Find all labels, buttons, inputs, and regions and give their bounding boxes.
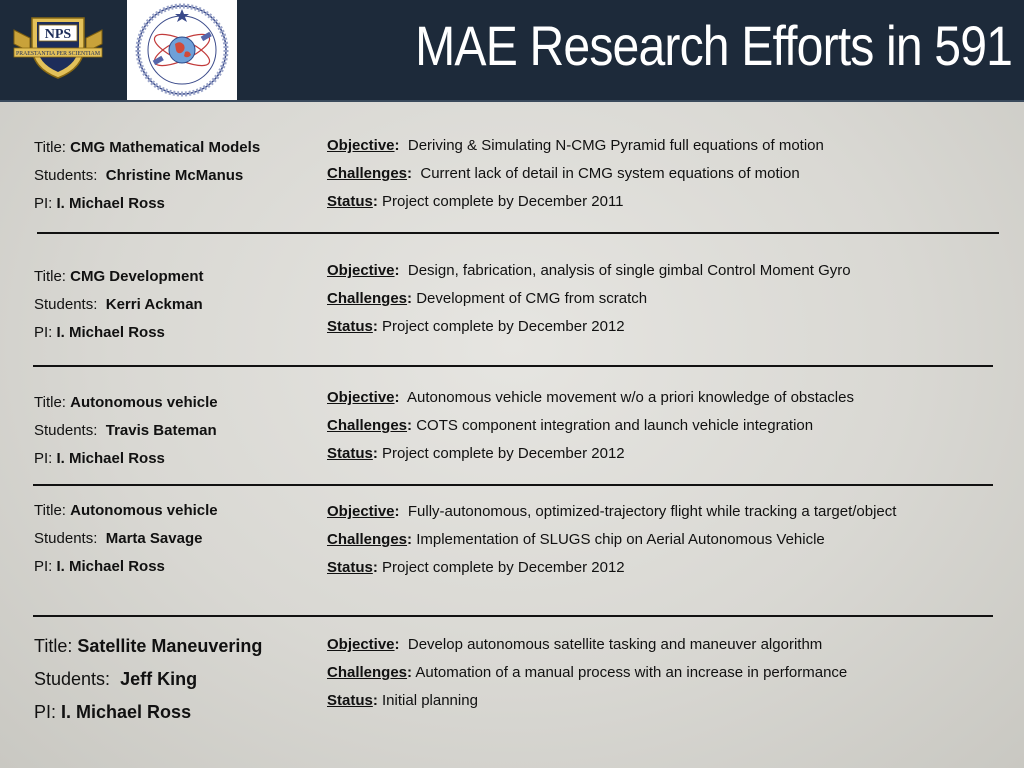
pi-line [34, 324, 165, 341]
pi-label: PI: [34, 558, 53, 575]
status-colon: : [372, 193, 378, 210]
objective-label: Objective [327, 389, 395, 406]
pi-line [34, 558, 165, 575]
header-bar [0, 0, 1024, 102]
pi-value: I. Michael Ross [56, 558, 165, 575]
challenges-colon: : [407, 290, 413, 307]
status-colon: : [372, 445, 378, 462]
objective-colon: : [394, 137, 400, 154]
status-line [327, 692, 478, 709]
pi-line [34, 195, 165, 212]
status-line [327, 559, 625, 576]
students-line [34, 167, 243, 184]
nps-logo-motto: PRAESTANTIA PER SCIENTIAM [16, 51, 101, 57]
objective-text: Deriving & Simulating N-CMG Pyramid full equations of motion [407, 137, 824, 154]
objective-line [327, 262, 851, 279]
objective-line [327, 389, 854, 406]
title-line [34, 139, 260, 156]
students-line [34, 296, 203, 313]
divider-4 [33, 615, 993, 617]
status-text: Project complete by December 2012 [382, 445, 625, 462]
title-label: Title: [34, 394, 66, 411]
divider-1 [37, 232, 999, 234]
divider-3 [33, 484, 993, 486]
challenges-text: Development of CMG from scratch [416, 290, 648, 307]
students-value: Christine McManus [105, 167, 244, 184]
divider-2 [33, 365, 993, 367]
pi-label: PI: [34, 324, 53, 341]
status-label: Status [327, 445, 373, 462]
pi-value: I. Michael Ross [56, 195, 165, 212]
slide-title: MAE Research Efforts in 591 [415, 14, 1012, 77]
status-label: Status [327, 318, 373, 335]
students-value: Jeff King [120, 669, 198, 689]
status-text: Project complete by December 2012 [382, 559, 625, 576]
title-label: Title: [34, 268, 66, 285]
pi-line [34, 450, 165, 467]
project-title: Autonomous vehicle [70, 394, 218, 411]
challenges-label: Challenges [327, 165, 408, 182]
project-title: CMG Mathematical Models [70, 139, 261, 156]
pi-label: PI: [34, 450, 53, 467]
objective-text: Develop autonomous satellite tasking and maneuver algorithm [407, 636, 823, 653]
title-line [34, 394, 218, 411]
challenges-line [327, 165, 800, 182]
status-text: Project complete by December 2012 [382, 318, 625, 335]
status-label: Status [327, 559, 373, 576]
project-title: CMG Development [70, 268, 204, 285]
students-value: Kerri Ackman [105, 296, 203, 313]
nps-logo [10, 12, 106, 82]
status-line [327, 445, 625, 462]
objective-label: Objective [327, 636, 395, 653]
objective-label: Objective [327, 503, 395, 520]
pi-label: PI: [34, 195, 53, 212]
status-colon: : [372, 318, 378, 335]
challenges-label: Challenges [327, 290, 408, 307]
title-label: Title: [34, 139, 66, 156]
objective-line [327, 636, 822, 653]
objective-colon: : [394, 389, 400, 406]
challenges-label: Challenges [327, 531, 408, 548]
title-line [34, 268, 203, 285]
status-text: Initial planning [382, 692, 478, 709]
pi-value: I. Michael Ross [56, 450, 165, 467]
objective-label: Objective [327, 137, 395, 154]
students-label: Students: [34, 422, 98, 439]
challenges-text: Automation of a manual process with an increase in performance [415, 664, 848, 681]
status-line [327, 318, 625, 335]
project-title: Satellite Maneuvering [77, 636, 263, 656]
challenges-text: Implementation of SLUGS chip on Aerial Autonomous Vehicle [416, 531, 825, 548]
challenges-line [327, 531, 825, 548]
objective-colon: : [394, 262, 400, 279]
objective-line [327, 503, 896, 520]
status-label: Status [327, 692, 373, 709]
objective-text: Design, fabrication, analysis of single gimbal Control Moment Gyro [407, 262, 851, 279]
students-value: Travis Bateman [105, 422, 217, 439]
challenges-colon: : [407, 531, 413, 548]
challenges-label: Challenges [327, 664, 408, 681]
seal-box [127, 0, 237, 100]
challenges-colon: : [407, 664, 413, 681]
challenges-text: COTS component integration and launch vehicle integration [416, 417, 814, 434]
students-label: Students: [34, 167, 98, 184]
objective-text: Fully-autonomous, optimized-trajectory flight while tracking a target/object [407, 503, 897, 520]
challenges-colon: : [407, 165, 413, 182]
objective-label: Objective [327, 262, 395, 279]
status-colon: : [372, 692, 378, 709]
nps-logo-text: NPS [44, 27, 72, 42]
pi-value: I. Michael Ross [56, 324, 165, 341]
status-colon: : [372, 559, 378, 576]
title-line [34, 502, 218, 519]
title-label: Title: [34, 502, 66, 519]
challenges-colon: : [407, 417, 413, 434]
objective-colon: : [394, 636, 400, 653]
project-title: Autonomous vehicle [70, 502, 218, 519]
challenges-line [327, 664, 847, 681]
students-label: Students: [34, 530, 98, 547]
challenges-text: Current lack of detail in CMG system equations of motion [420, 165, 800, 182]
students-line [34, 669, 197, 690]
pi-value: I. Michael Ross [61, 702, 192, 722]
challenges-label: Challenges [327, 417, 408, 434]
objective-text: Autonomous vehicle movement w/o a priori knowledge of obstacles [407, 389, 854, 406]
status-text: Project complete by December 2011 [382, 193, 624, 210]
students-label: Students: [34, 669, 111, 689]
space-systems-seal [131, 0, 233, 100]
students-line [34, 422, 217, 439]
students-value: Marta Savage [105, 530, 203, 547]
status-label: Status [327, 193, 373, 210]
challenges-line [327, 417, 813, 434]
students-label: Students: [34, 296, 98, 313]
pi-label: PI: [34, 702, 57, 722]
status-line [327, 193, 624, 210]
challenges-line [327, 290, 647, 307]
pi-line [34, 702, 191, 723]
title-line [34, 636, 262, 657]
students-line [34, 530, 202, 547]
title-label: Title: [34, 636, 73, 656]
objective-colon: : [394, 503, 400, 520]
objective-line [327, 137, 824, 154]
